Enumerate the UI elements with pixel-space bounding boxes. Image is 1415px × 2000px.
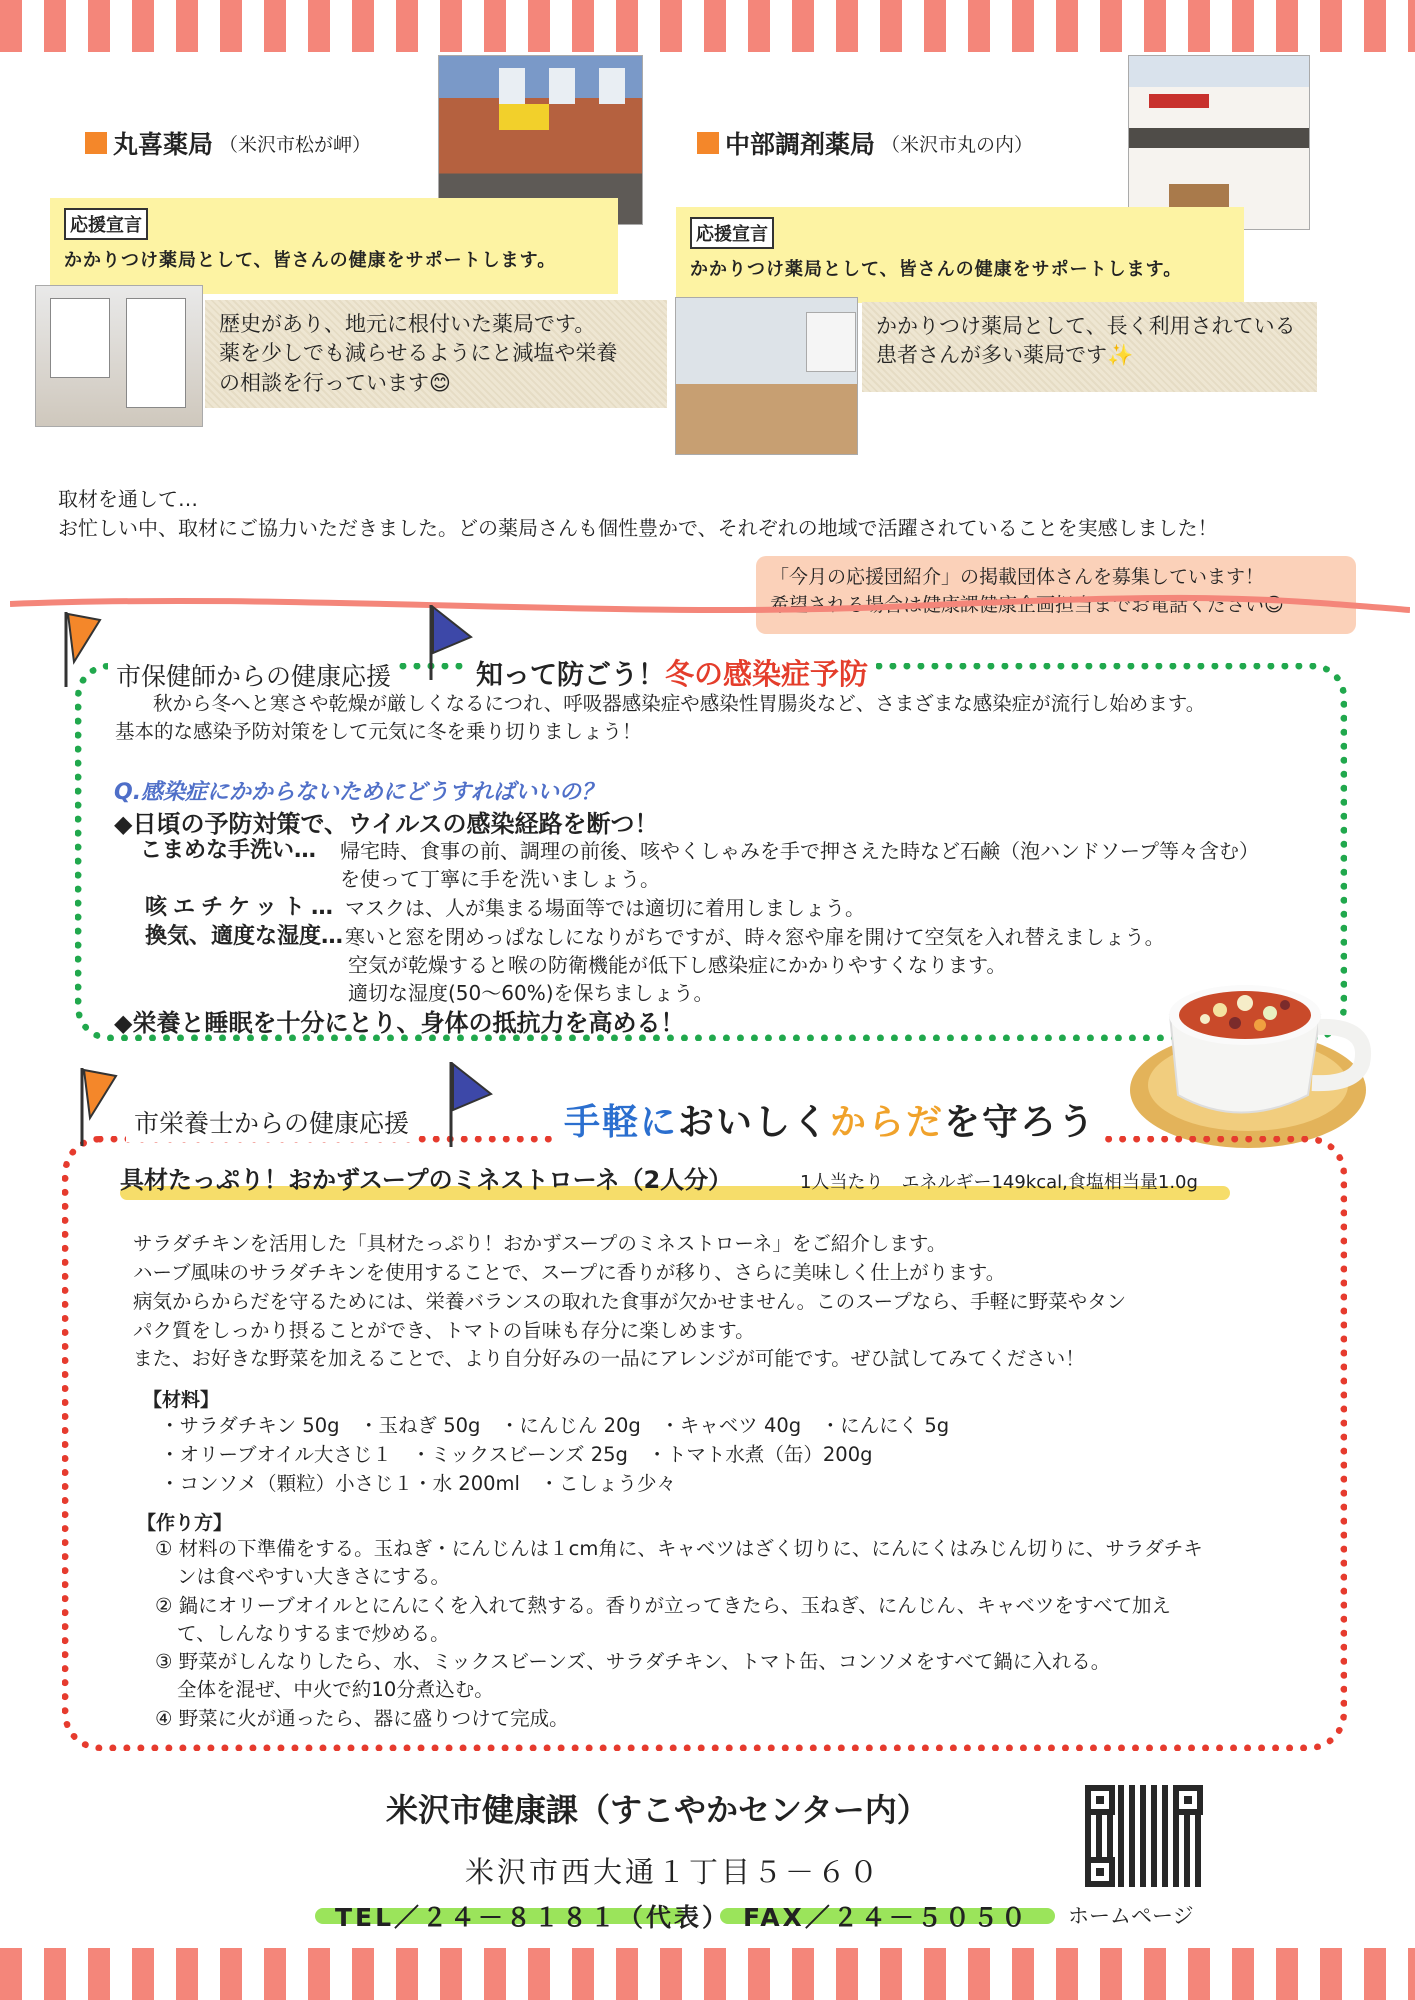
recipe-description <box>133 1230 1333 1374</box>
ventilation-text: 空気が乾燥すると喉の防衛機能が低下し感染症にかかりやすくなります。 <box>348 953 1007 977</box>
step-line: ③ 野菜がしんなりしたら、水、ミックスビーンズ、サラダチキン、トマト缶、コンソメをすべて鍋に入れる。 <box>155 1650 1111 1674</box>
infection-point2: ◆栄養と睡眠を十分にとり、身体の抵抗力を高める！ <box>114 1009 685 1037</box>
comment-line: かかりつけ薬局として、長く利用されている <box>876 314 1296 338</box>
title-highlight: 冬の感染症予防 <box>665 657 869 691</box>
tel-number: TEL／２４－８１８１（代表） <box>335 1903 731 1932</box>
pharmacy1-title <box>85 125 371 161</box>
material-line: ・オリーブオイル大さじ１ ・ミックスビーンズ 25g ・トマト水煮（缶）200g <box>160 1442 873 1466</box>
steps-list <box>155 1535 1335 1733</box>
interview-line: 取材を通して… <box>58 487 198 511</box>
materials-heading: 【材料】 <box>143 1389 220 1411</box>
step-line: ① 材料の下準備をする。玉ねぎ・にんじんは１cm角に、キャベツはざく切りに、にんにくはみじん切りに、サラダチキ <box>155 1537 1203 1560</box>
desc-line: 病気からからだを守るためには、栄養バランスの取れた食事が欠かせません。このスープなら、手軽に野菜やタン <box>133 1289 1127 1313</box>
material-line: ・サラダチキン 50g ・玉ねぎ 50g ・にんじん 20g ・キャベツ 40g ・にんにく 5g <box>160 1414 950 1437</box>
intro-line: 基本的な感染予防対策をして元気に冬を乗り切りましょう！ <box>115 720 642 744</box>
pharmacy2-comment <box>862 302 1317 392</box>
ventilation-label: 換気、適度な湿度… <box>145 924 344 949</box>
material-line: ・コンソメ（顆粒）小さじ１・水 200ml ・こしょう少々 <box>160 1471 676 1495</box>
recipe-title <box>556 1094 1104 1145</box>
desc-line: また、お好きな野菜を加えることで、より自分好みの一品にアレンジが可能です。ぜひ試してみてください！ <box>133 1347 1085 1371</box>
title-part: 手軽に <box>564 1102 679 1143</box>
interview-line: お忙しい中、取材にご協力いただきました。どの薬局さんも個性豊かで、それぞれの地域で活躍されていることを実感しました！ <box>58 516 1218 540</box>
org-name: 米沢市健康課（すこやかセンター内） <box>386 1791 929 1829</box>
comment-line: 患者さんが多い薬局です✨ <box>876 343 1134 368</box>
orange-square-icon <box>697 132 719 154</box>
comment-line: の相談を行っています😊 <box>219 370 451 395</box>
intro-line: 秋から冬へと寒さや乾燥が厳しくなるにつれ、呼吸器感染症や感染性胃腸炎など、さまざまな感染症が流行し始めます。 <box>153 692 1206 715</box>
recipe-header: 市栄養士からの健康応援 <box>126 1102 417 1142</box>
step-line: ④ 野菜に火が通ったら、器に盛りつけて完成。 <box>155 1706 569 1730</box>
pharmacy1-interior-photo <box>35 285 203 427</box>
blue-flag-icon <box>445 1062 495 1147</box>
ventilation-text: 適切な湿度(50～60%)を保ちましょう。 <box>348 981 714 1005</box>
cough-label: 咳エチケット… <box>145 895 340 920</box>
infection-intro <box>115 690 1335 747</box>
pharmacy1-name: 丸喜薬局 <box>113 130 214 159</box>
handwash-label: こまめな手洗い… <box>140 838 317 863</box>
declaration-tag: 応援宣言 <box>690 217 774 249</box>
cough-text: マスクは、人が集まる場面等では適切に着用しましょう。 <box>345 896 865 920</box>
infection-header: 市保健師からの健康応援 <box>108 655 399 695</box>
comment-line: 歴史があり、地元に根付いた薬局です。 <box>219 312 596 336</box>
handwash-text: を使って丁寧に手を洗いましょう。 <box>340 867 660 891</box>
pharmacy2-declaration <box>676 207 1244 303</box>
pharmacy1-declaration <box>50 198 618 294</box>
title-part: おいしく <box>678 1102 831 1143</box>
pharmacy2-title <box>697 125 1033 161</box>
desc-line: サラダチキンを活用した「具材たっぷり！おかずスープのミネストローネ」をご紹介します。 <box>133 1232 947 1255</box>
recruit-line: 「今月の応援団紹介」の掲載団体さんを募集しています！ <box>770 566 1265 588</box>
title-part: を守ろう <box>944 1102 1097 1143</box>
pharmacy2-name: 中部調剤薬局 <box>725 130 876 159</box>
desc-line: パク質をしっかり摂ることができ、トマトの旨味も存分に楽しめます。 <box>133 1318 755 1342</box>
pharmacy1-location: （米沢市松が岬） <box>219 133 372 156</box>
declaration-text: かかりつけ薬局として、皆さんの健康をサポートします。 <box>690 259 1183 280</box>
pharmacy2-interior-photo <box>675 297 858 455</box>
materials-list <box>160 1412 949 1499</box>
minestrone-soup-photo <box>1130 955 1375 1150</box>
infection-title <box>468 652 876 693</box>
orange-flag-icon <box>78 1068 118 1146</box>
title-prefix: 知って防ごう！ <box>476 660 665 691</box>
step-line: て、しんなりするまで炒める。 <box>177 1621 450 1645</box>
declaration-text: かかりつけ薬局として、皆さんの健康をサポートします。 <box>64 250 557 271</box>
infection-point1: ◆日頃の予防対策で、ウイルスの感染経路を断つ！ <box>114 810 659 838</box>
handwash-text: 帰宅時、食事の前、調理の前後、咳やくしゃみを手で押さえた時など石鹸（泡ハンドソープ等々含む） <box>340 839 1259 863</box>
comment-line: 薬を少しでも減らせるようにと減塩や栄養 <box>219 341 618 366</box>
recruit-line: 希望される場合は健康課健康企画担当までお電話ください😊 <box>770 593 1284 616</box>
orange-flag-icon <box>62 612 102 687</box>
step-line: ② 鍋にオリーブオイルとにんにくを入れて熱する。香りが立ってきたら、玉ねぎ、にんじん、キャベツをすべて加え <box>155 1593 1172 1617</box>
step-line: 全体を混ぜ、中火で約10分煮込む。 <box>177 1678 494 1702</box>
step-line: ンは食べやすい大きさにする。 <box>177 1565 451 1589</box>
recipe-nutrition: 1人当たり エネルギー149kcal,食塩相当量1.0g <box>800 1172 1198 1193</box>
pharmacy2-building-photo <box>1128 55 1310 230</box>
homepage-label: ホームページ <box>1068 1904 1194 1928</box>
declaration-tag: 応援宣言 <box>64 208 148 240</box>
recipe-name: 具材たっぷり！おかずスープのミネストローネ（2人分） <box>120 1166 733 1194</box>
pharmacy2-location: （米沢市丸の内） <box>881 133 1034 156</box>
title-part: からだ <box>830 1102 945 1143</box>
orange-square-icon <box>85 132 107 154</box>
org-address: 米沢市西大通１丁目５－６０ <box>465 1855 882 1889</box>
desc-line: ハーブ風味のサラダチキンを使用することで、スープに香りが移り、さらに美味しく仕上がります。 <box>133 1260 1006 1284</box>
homepage-qr-code-icon[interactable] <box>1085 1785 1203 1887</box>
wavy-divider <box>10 592 1410 622</box>
fax-number: FAX／２４－５０５０ <box>743 1903 1029 1932</box>
ventilation-text: 寒いと窓を閉めっぱなしになりがちですが、時々窓や扉を開けて空気を入れ替えましょう。 <box>345 925 1165 949</box>
steps-heading: 【作り方】 <box>137 1512 233 1534</box>
infection-question: Q.感染症にかからないためにどうすればいいの？ <box>114 780 604 805</box>
pharmacy1-comment <box>205 300 667 408</box>
bottom-stripe-border <box>0 1948 1415 2000</box>
interview-note <box>58 485 1388 543</box>
top-stripe-border <box>0 0 1415 52</box>
